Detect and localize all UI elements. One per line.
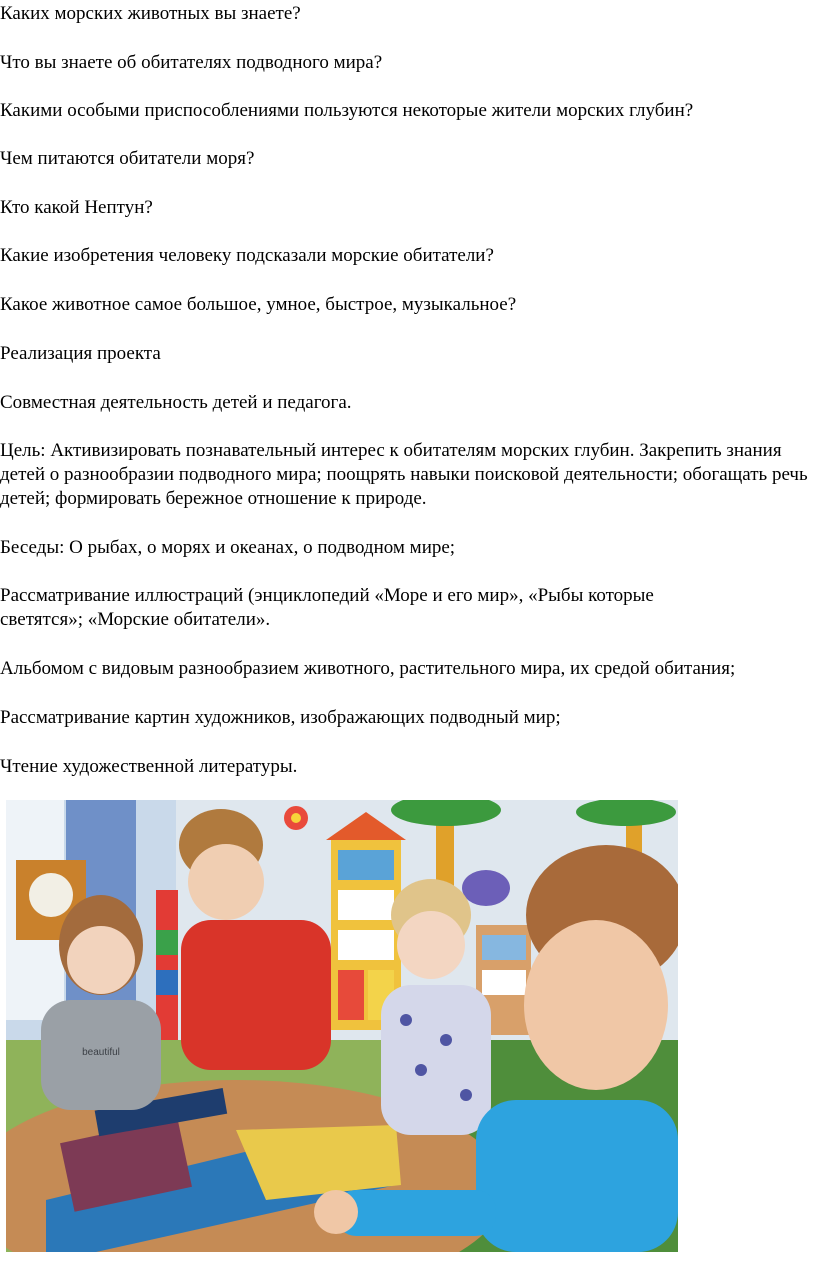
question-6: Какие изобретения человеку подсказали морские обитатели?	[0, 245, 494, 266]
goal-paragraph: Цель: Активизировать познавательный интерес к обитателям морских глубин. Закрепить знания детей о разнообразии подводного мира; поощрять навыки поисковой деятельности; обогащать речь детей; формировать бережное отношение к природе.	[0, 440, 808, 509]
question-1: Каких морских животных вы знаете?	[0, 3, 301, 24]
question-5: Кто какой Нептун?	[0, 197, 153, 218]
paintings-paragraph: Рассматривание картин художников, изображающих подводный мир;	[0, 707, 561, 728]
conversations-paragraph: Беседы: О рыбах, о морях и океанах, о подводном мире;	[0, 537, 456, 558]
question-7: Какое животное самое большое, умное, быстрое, музыкальное?	[0, 294, 517, 315]
joint-activity-text: Совместная деятельность детей и педагога.	[0, 392, 352, 413]
classroom-photo	[6, 800, 678, 1252]
sweater-print: beautiful	[82, 1047, 120, 1058]
album-paragraph: Альбомом с видовым разнообразием животного, растительного мира, их средой обитания;	[0, 658, 736, 679]
section-heading: Реализация проекта	[0, 343, 161, 364]
illustrations-paragraph: Рассматривание иллюстраций (энциклопедий «Море и его мир», «Рыбы которые светятся»; «Морские обитатели».	[0, 585, 654, 630]
question-2: Что вы знаете об обитателях подводного мира?	[0, 52, 383, 73]
question-4: Чем питаются обитатели моря?	[0, 148, 255, 169]
question-3: Какими особыми приспособлениями пользуются некоторые жители морских глубин?	[0, 100, 694, 121]
reading-paragraph: Чтение художественной литературы.	[0, 756, 298, 777]
